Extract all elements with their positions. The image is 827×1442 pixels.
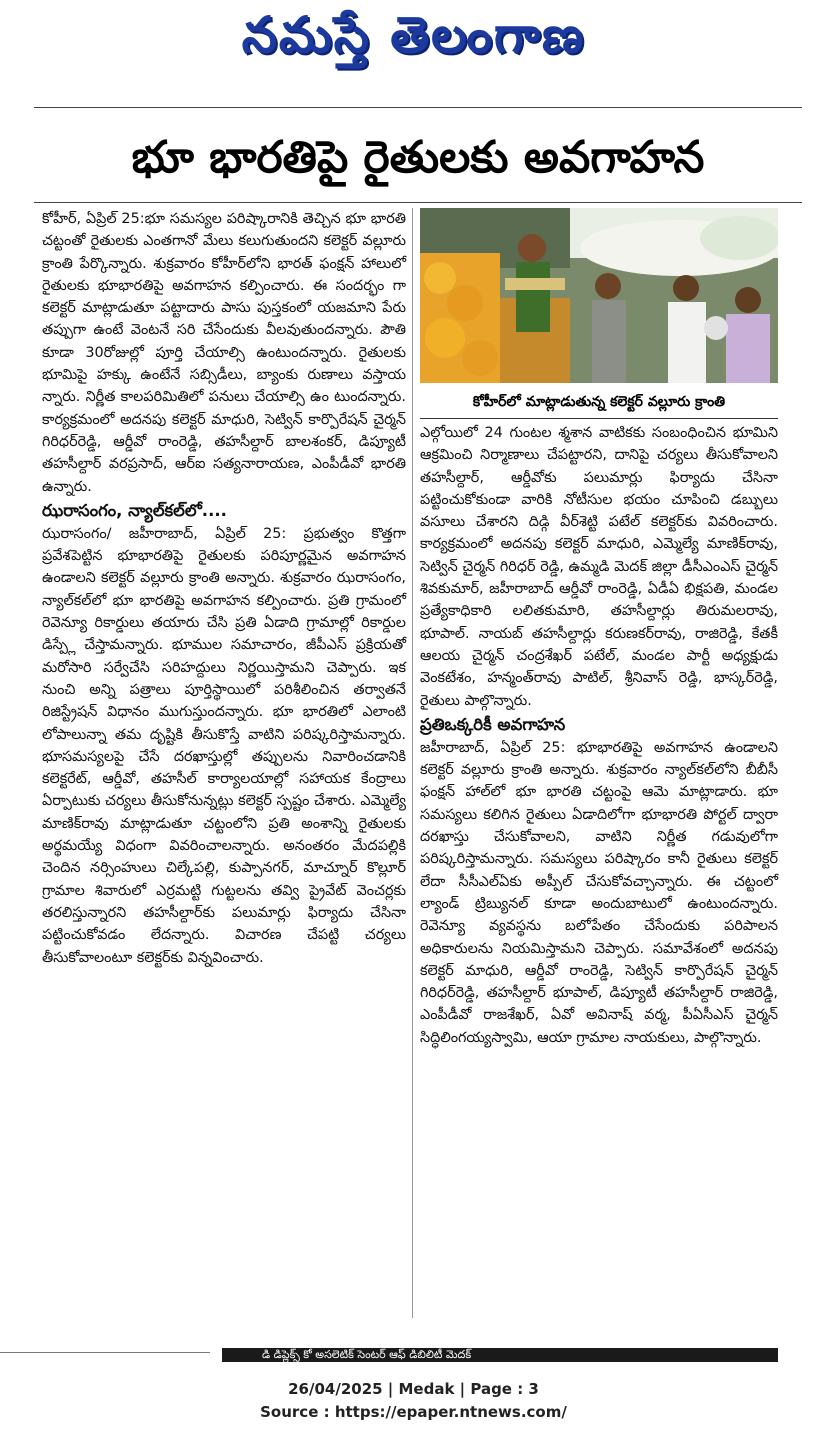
newspaper-name: నమస్తే తెలంగాణ xyxy=(241,6,586,64)
left-column xyxy=(42,208,406,969)
headline: భూ భారతిపై రైతులకు అవగాహన xyxy=(131,132,705,183)
subhead-jharasangam: ఝరాసంగం, న్యాల్‌కల్‌లో.... xyxy=(42,500,227,520)
subhead-everyone-awareness: ప్రతిఒక్కరికీ అవగాహన xyxy=(420,714,566,734)
next-article-text: డి డిప్లెక్స్ కో అసలెటిక్ సెంటర్ ఆఫ్ డిబిలిటీ మెదక్ xyxy=(262,1348,472,1361)
news-photo-illustration xyxy=(420,208,778,383)
news-photo xyxy=(420,208,778,383)
masthead xyxy=(0,0,827,80)
footer-date-edition: 26/04/2025 | Medak | Page : 3 xyxy=(288,1380,539,1398)
column-divider xyxy=(412,208,413,1318)
article-paragraph: జహీరాబాద్, ఏప్రిల్ 25: భూభారతిపై అవగాహన ఉండాలని కలెక్టర్ వల్లూరు క్రాంతి అన్నారు. శుక్రవారం న్యాల్‌కల్‌లోని బీబీసీ ఫంక్షన్ హాల్‌లో భూ భారతి చట్టంపై ఆమె మాట్లాడారు. భూ సమస్యలు కలిగిన రైతులు ఏడాదిలోగా భూభారతి పోర్టల్ ద్వారా దరఖాస్తు చేసుకోవాలని, వాటిని నిర్ణీత గడువులోగా పరిష్కరిస్తామన్నారు. సమస్యలు పరిష్కారం కానీ రైతులు కలెక్టర్ లేదా సీసీఎల్‌ఏకు అప్పీల్ చేసుకోవచ్చాన్నారు. ఈ చట్టంలో ల్యాండ్ ట్రిబ్యునల్ కూడా అందుబాటులో ఉంటుందన్నారు. రెవెన్యూ వ్యవస్థను బలోపేతం చేసేందుకు పరిపాలన అధికారులను నియమిస్తామని చెప్పారు. సమావేశంలో అదనపు కలెక్టర్ మాధురి, ఆర్డీవో రాంరెడ్డి, సెట్విన్ కార్పొరేషన్ చైర్మన్ గిరిధర్‌రెడ్డి, తహసీల్దార్ భూపాల్, డిప్యూటీ తహసీల్దార్ రాజిరెడ్డి, ఎంపీడీవో రాజశేఖర్, ఏవో అవినాష్ వర్మ, పీఏసీఎస్ చైర్మన్ సిద్ధిలింగయ్యస్వామి, ఆయా గ్రామాల నాయకులు, పాల్గొన్నారు. xyxy=(420,739,778,1046)
header-rule xyxy=(34,107,802,108)
headline-rule xyxy=(34,202,802,203)
photo-caption: కోహీర్‌లో మాట్లాడుతున్న కలెక్టర్ వల్లూరు క్రాంతి xyxy=(420,386,778,419)
article-paragraph: ఝరాసంగం/ జహీరాబాద్, ఏప్రిల్ 25: ప్రభుత్వం కొత్తగా ప్రవేశపెట్టిన భూభారతిపై రైతులకు పరిపూర్ణమైన అవగాహన ఉండాలని కలెక్టర్ వల్లూరు క్రాంతి అన్నారు. శుక్రవారం ఝరాసంగం, న్యాల్‌కల్‌లో భూ భారతిపై అవగాహన కల్పించారు. ప్రతి గ్రామంలో రెవెన్యూ రికార్డులు తయారు చేసి ప్రతి ఏడాది గ్రామాల్లో రికార్డుల డిస్ప్లే చేస్తామన్నారు. భూముల సమాచారం, జీపీఎస్ ప్రక్రియతో మరోసారి సర్వేచేసి సరిహద్దులు నిర్ణయిస్తామని చెప్పారు. ఇక నుంచి అన్ని పత్రాలు పూర్తిస్థాయిలో పరిశీలించిన తర్వాతనే రిజిస్ట్రేషన్ విధానం ముగుస్తుందన్నారు. భూ భారతిలో ఎలాంటి లోపాలున్నా తమ దృష్టికి తీసుకొస్తే వాటిని పరిష్కరిస్తామన్నారు. భూసమస్యలపై చేసే దరఖాస్తుల్లో తప్పులను నివారించడానికి కలెక్టరేట్, ఆర్డీవో, తహసీల్ కార్యాలయాల్లో సహాయక కేంద్రాలు ఏర్పాటుకు చర్యలు తీసుకోనున్నట్లు కలెక్టర్ స్పష్టం చేశారు. ఎమ్మెల్యే మాణిక్‌రావు మాట్లాడుతూ చట్టంలోని ప్రతి అంశాన్ని రైతులకు అర్థమయ్యే విధంగా వివరించాలన్నారు. అనంతరం మేదపల్లికి చెందిన నర్సింహులు చిల్కేపల్లి, కుప్పానగర్, మాచ్నూర్ కొల్లూర్ గ్రామాల శివారులో ఎర్రమట్టి గుట్టలను తవ్వి ప్రైవేట్ వెంచర్లకు తరలిస్తున్నారని తహసీల్దార్‌కు పలుమార్లు ఫిర్యాదు చేసినా పట్టించుకోవడం లేదన్నారు. విచారణ చేపట్టి చర్యలు తీసుకోవాలంటూ కలెక్టర్‌కు విన్నవించారు. xyxy=(42,525,406,966)
bottom-rule xyxy=(0,1352,210,1353)
article-paragraph: ఎల్గోయిలో 24 గుంటల శ్మశాన వాటికకు సంబంధించిన భూమిని ఆక్రమించి నిర్మాణాలు చేపట్టారని, దానిపై చర్యలు తీసుకోవాలని తహసీల్దార్, ఆర్డీవోకు పలుమార్లు ఫిర్యాదు చేసినా పట్టించుకోకుండా వారికి నోటీసుల భయం చూపించి డబ్బులు వసూలు చేశారని దిడ్గి వీర్‌శెట్టి పటేల్ కలెక్టర్‌కు వివరించారు. కార్యక్రమంలో అదనపు కలెక్టర్ మాధురి, ఎమ్మెల్యే మాణిక్‌రావు, సెట్విన్ చైర్మన్ గిరిధర్ రెడ్డి, ఉమ్మడి మెదక్ జిల్లా డీసీఎంఎస్ చైర్మన్ శివకుమార్, జహీరాబాద్ ఆర్డీవో రాంరెడ్డి, ఏడీఏ భిక్షపతి, మండల ప్రత్యేకాధికారి లలితకుమారి, తహసీల్దార్లు తిరుమలరావు, భూపాల్. నాయబ్ తహసీల్దార్లు కరుణకర్‌రావు, రాజిరెడ్డి, కేతకీ ఆలయ చైర్మన్ చంద్రశేఖర్ పటేల్, మండల పార్టీ అధ్యక్షుడు వెంకటేశం, హన్మంత్‌రావు పాటిల్, శ్రీనివాస్ రెడ్డి, భాస్కర్‌రెడ్డి, రైతులు పాల్గొన్నారు. xyxy=(420,425,778,709)
next-article-strip xyxy=(222,1348,778,1362)
article-paragraph: కోహీర్, ఏప్రిల్ 25:భూ సమస్యల పరిష్కారానికి తెచ్చిన భూ భారతి చట్టంతో రైతులకు ఎంతగానో మేలు కలుగుతుందని కలెక్టర్ వల్లూరు క్రాంతి పేర్కొన్నారు. శుక్రవారం కోహీర్‌లోని భారత్ ఫంక్షన్ హాలులో రైతులకు భూభారతిపై అవగాహన కల్పించారు. ఈ సందర్భం గా కలెక్టర్ మాట్లాడుతూ పట్టాదారు పాసు పుస్తకంలో యజమాని పేరు తప్పుగా ఉంటే వెంటనే సరి చేసేందుకు వీలవుతుందన్నారు. పౌతి కూడా 30రోజుల్లో పూర్తి చేయాల్సి ఉంటుందన్నారు. రైతులకు భూమిపై హక్కు ఉంటేనే సబ్సిడీలు, బ్యాంకు రుణాలు వస్తాయ న్నారు. నిర్ణీత కాలపరిమితిలో పనులు చేయాల్సి ఉం టుందన్నారు. కార్యక్రమంలో అదనపు కలెక్టర్ మాధురి, సెట్విన్ కార్పొరేషన్ చైర్మన్ గిరిధర్‌రెడ్డి, ఆర్డీవో రాంరెడ్డి, తహసీల్దార్ బాలశంకర్, డిప్యూటీ తహసీల్దార్ వరప్రసాద్, ఆర్ఐ సత్యనారాయణ, ఎంపీడీవో భారతి ఉన్నారు. xyxy=(42,211,406,495)
right-column xyxy=(420,422,778,1049)
footer-source[interactable]: Source : https://epaper.ntnews.com/ xyxy=(260,1403,567,1421)
